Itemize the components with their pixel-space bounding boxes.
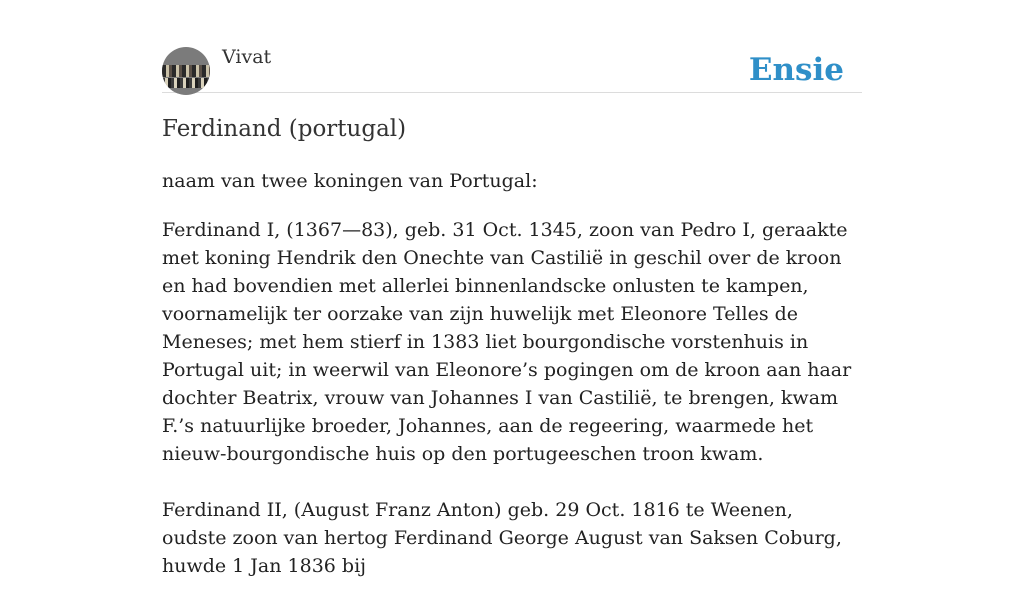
header — [162, 0, 862, 93]
article-page — [162, 0, 862, 577]
article-intro: naam van twee koningen van Portugal: — [162, 170, 538, 192]
author-name[interactable]: Vivat — [222, 46, 272, 68]
avatar-image — [162, 65, 210, 77]
article-body — [162, 216, 862, 608]
paragraph-ferdinand-ii: Ferdinand II, (August Franz Anton) geb. 29 Oct. 1816 te Weenen, oudste zoon van hertog Ferdinand George August van Saksen Coburg, huwde 1 Jan 1836 bij — [162, 499, 842, 577]
brand-logo[interactable]: Ensie — [748, 52, 844, 88]
avatar[interactable] — [162, 47, 210, 95]
paragraph-ferdinand-i: Ferdinand I, (1367—83), geb. 31 Oct. 1345, zoon van Pedro I, geraakte met koning Hendrik den Onechte van Castilië in geschil over de kroon en had bovendien met allerlei binnenlandscke onlusten te kampen, voornamelijk ter oorzake van zijn huwelijk met Eleonore Telles de Meneses; met hem stierf in 1383 liet bourgondische vorstenhuis in Portugal uit; in weerwil van Eleonore’s pogingen om de kroon aan haar dochter Beatrix, vrouw van Johannes I van Castilië, te brengen, kwam F.’s natuurlijke broeder, Johannes, aan de regeering, waarmede het nieuw-bourgondische huis op den portugeeschen troon kwam. — [162, 219, 852, 465]
avatar-image-detail — [162, 78, 210, 88]
page-title: Ferdinand (portugal) — [162, 116, 407, 142]
